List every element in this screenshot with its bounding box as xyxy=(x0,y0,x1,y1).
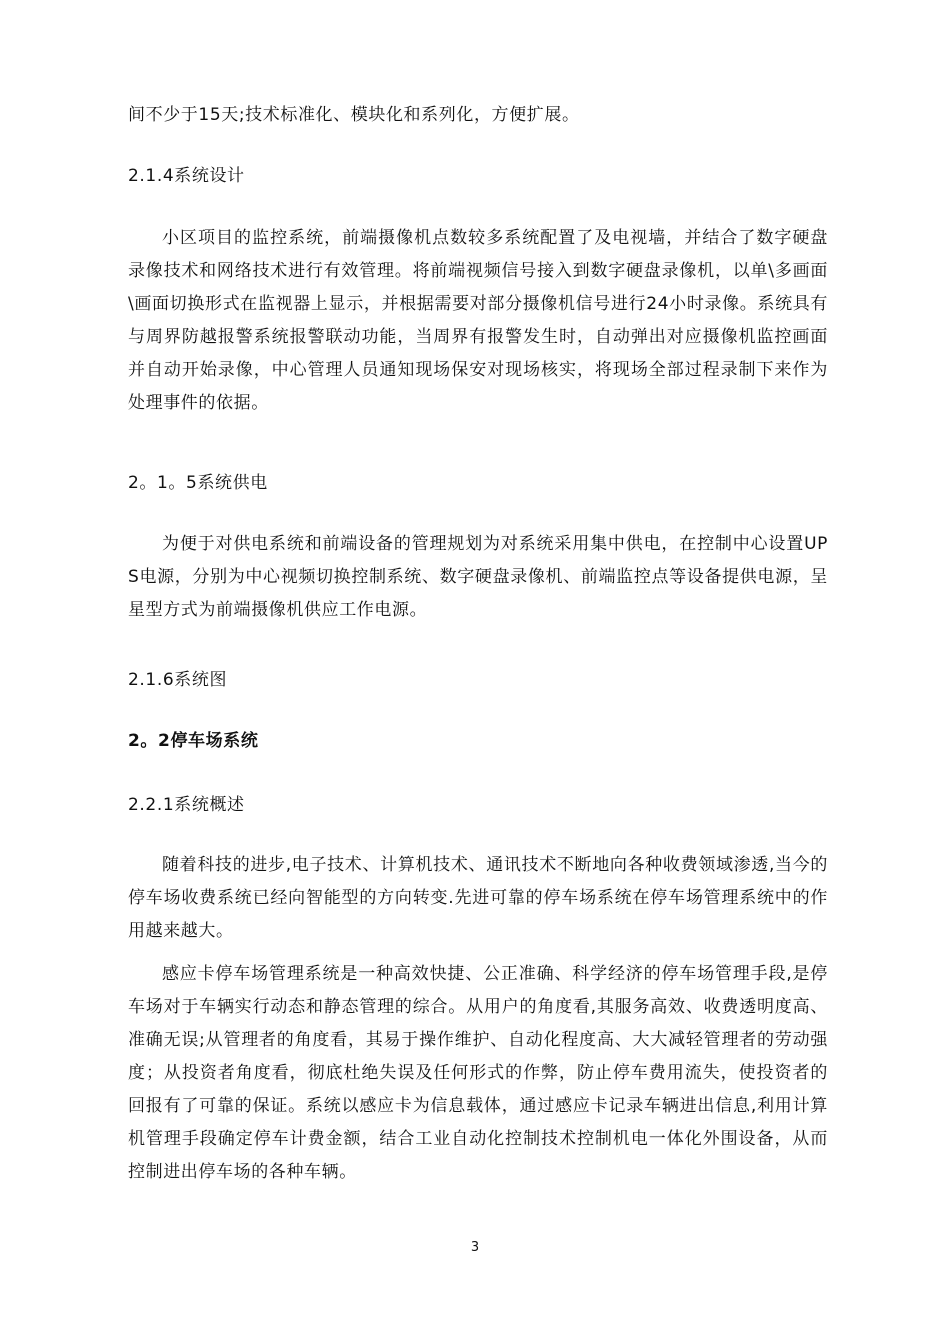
section-heading-2-1-6: 2.1.6系统图 xyxy=(128,670,228,690)
section-heading-2-2-1: 2.2.1系统概述 xyxy=(128,795,245,815)
continued-text-line: 间不少于15天;技术标准化、模块化和系列化，方便扩展。 xyxy=(128,105,580,125)
page-number: 3 xyxy=(470,1240,480,1255)
paragraph-system-design: 小区项目的监控系统，前端摄像机点数较多系统配置了及电视墙，并结合了数字硬盘录像技术和网络技术进行有效管理。将前端视频信号接入到数字硬盘录像机，以单\多画面\画面切换形式在监视器上显示，并根据需要对部分摄像机信号进行24小时录像。系统具有与周界防越报警系统报警联动功能，当周界有报警发生时，自动弹出对应摄像机监控画面并自动开始录像，中心管理人员通知现场保安对现场核实，将现场全部过程录制下来作为处理事件的依据。 xyxy=(128,228,828,413)
section-heading-2-1-5: 2。1。5系统供电 xyxy=(128,473,268,493)
paragraph-power-supply: 为便于对供电系统和前端设备的管理规划为对系统采用集中供电，在控制中心设置UPS电源，分别为中心视频切换控制系统、数字硬盘录像机、前端监控点等设备提供电源，呈星型方式为前端摄像机供应工作电源。 xyxy=(128,534,828,620)
section-heading-2-2: 2。2停车场系统 xyxy=(128,731,259,751)
paragraph-overview-1: 随着科技的进步,电子技术、计算机技术、通讯技术不断地向各种收费领域渗透,当今的停车场收费系统已经向智能型的方向转变.先进可靠的停车场系统在停车场管理系统中的作用越来越大。 xyxy=(128,855,828,941)
paragraph-overview-2: 感应卡停车场管理系统是一种高效快捷、公正准确、科学经济的停车场管理手段,是停车场对于车辆实行动态和静态管理的综合。从用户的角度看,其服务高效、收费透明度高、准确无误;从管理者的角度看，其易于操作维护、自动化程度高、大大减轻管理者的劳动强度；从投资者角度看，彻底杜绝失误及任何形式的作弊，防止停车费用流失，使投资者的回报有了可靠的保证。系统以感应卡为信息载体，通过感应卡记录车辆进出信息,利用计算机管理手段确定停车计费金额，结合工业自动化控制技术控制机电一体化外围设备，从而控制进出停车场的各种车辆。 xyxy=(128,964,828,1182)
section-heading-2-1-4: 2.1.4系统设计 xyxy=(128,166,245,186)
